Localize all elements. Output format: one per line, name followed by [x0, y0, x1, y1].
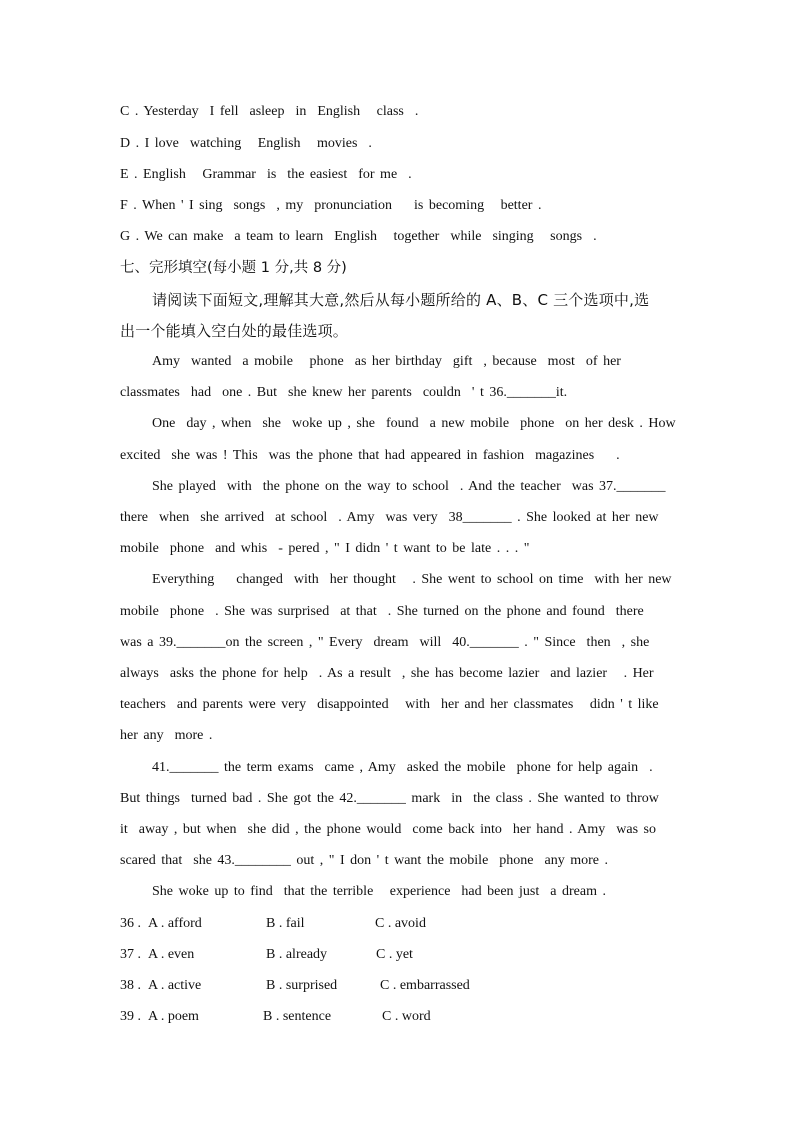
matching-option: G . We can make a team to learn English together while singing songs .: [120, 229, 597, 244]
passage-line: excited she was ! This was the phone that had appeared in fashion magazines .: [120, 448, 620, 463]
option-c: C . yet: [376, 947, 413, 962]
option-b: B . sentence: [263, 1009, 332, 1024]
passage-line: was a 39._______on the screen , " Every dream will 40._______ . " Since then , she: [120, 635, 650, 650]
section-heading: 七、完形填空(每小题 1 分,共 8 分): [120, 260, 347, 276]
option-a: A . poem: [148, 1009, 199, 1024]
instructions-line: 请阅读下面短文,理解其大意,然后从每小题所给的 A、B、C 三个选项中,选: [152, 291, 650, 309]
option-b: B . already: [266, 947, 328, 962]
passage-line: She woke up to find that the terrible experience had been just a dream .: [152, 884, 606, 899]
instructions-line: 出一个能填入空白处的最佳选项。: [120, 322, 349, 340]
option-b: B . fail: [266, 916, 305, 931]
matching-option: C . Yesterday I fell asleep in English class .: [120, 104, 419, 119]
option-a: A . afford: [148, 916, 202, 931]
passage-line: mobile phone and whis - pered , " I didn ' t want to be late . . . ": [120, 541, 530, 556]
passage-line: mobile phone . She was surprised at that . She turned on the phone and found there: [120, 604, 644, 619]
passage-line: One day , when she woke up , she found a new mobile phone on her desk . How: [152, 416, 676, 431]
option-c: C . avoid: [375, 916, 426, 931]
option-a: A . active: [148, 978, 202, 993]
passage-line: Amy wanted a mobile phone as her birthday gift , because most of her: [152, 354, 621, 369]
passage-line: Everything changed with her thought . She went to school on time with her new: [152, 572, 672, 587]
passage-line: But things turned bad . She got the 42._______ mark in the class . She wanted to throw: [120, 791, 659, 806]
passage-line: there when she arrived at school . Amy was very 38_______ . She looked at her new: [120, 510, 659, 525]
passage-line: teachers and parents were very disappointed with her and her classmates didn ' t like: [120, 697, 659, 712]
passage-line: She played with the phone on the way to school . And the teacher was 37._______: [152, 479, 666, 494]
matching-option: D . I love watching English movies .: [120, 136, 372, 151]
option-b: B . surprised: [266, 978, 338, 993]
passage-line: 41._______ the term exams came , Amy asked the mobile phone for help again .: [152, 760, 653, 775]
question-number: 37 .: [120, 947, 145, 962]
question-number: 36 .: [120, 916, 145, 931]
option-c: C . embarrassed: [380, 978, 470, 993]
passage-line: it away , but when she did , the phone would come back into her hand . Amy was so: [120, 822, 656, 837]
matching-option: F . When ' I sing songs , my pronunciation is becoming better .: [120, 198, 542, 213]
passage-line: her any more .: [120, 728, 213, 743]
matching-option: E . English Grammar is the easiest for me .: [120, 167, 412, 182]
passage-line: scared that she 43.________ out , " I don ' t want the mobile phone any more .: [120, 853, 608, 868]
passage-line: always asks the phone for help . As a result , she has become lazier and lazier . Her: [120, 666, 654, 681]
question-number: 39 .: [120, 1009, 145, 1024]
option-c: C . word: [382, 1009, 431, 1024]
option-a: A . even: [148, 947, 195, 962]
passage-line: classmates had one . But she knew her parents couldn ' t 36._______it.: [120, 385, 568, 400]
question-number: 38 .: [120, 978, 145, 993]
